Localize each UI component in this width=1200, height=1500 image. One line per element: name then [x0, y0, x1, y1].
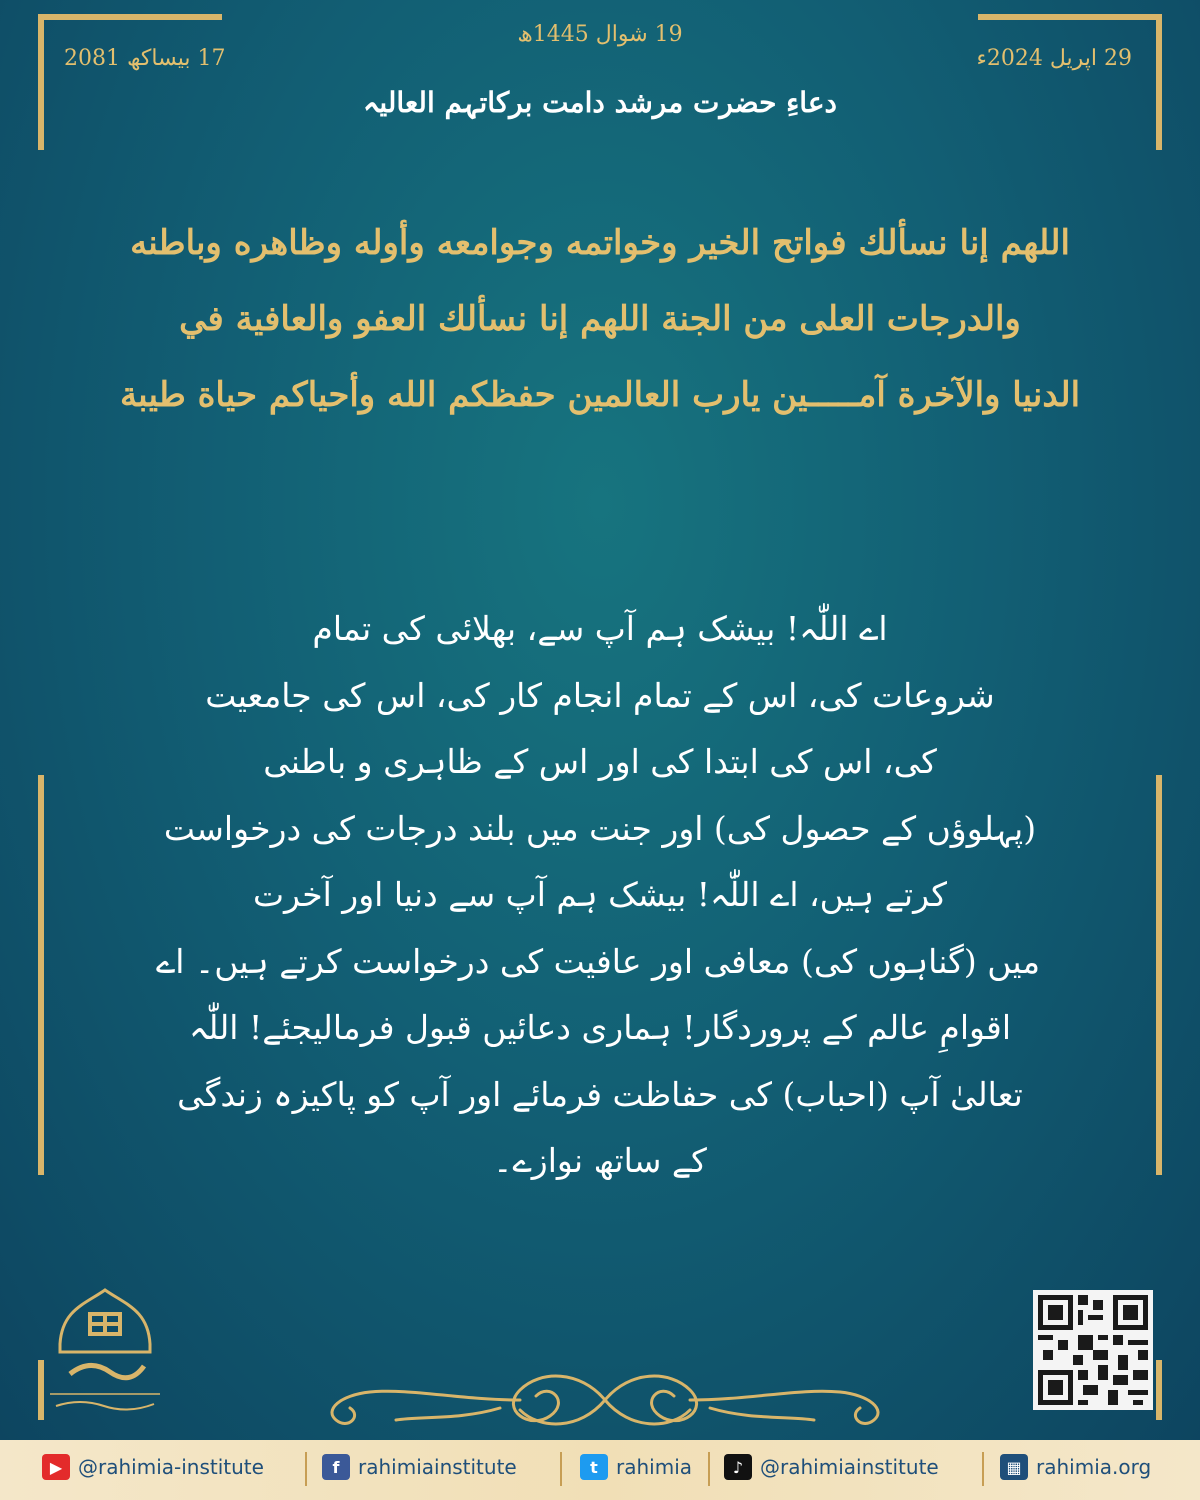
arabic-line: والدرجات العلى من الجنة اللهم إنا نسألك العفو والعافية في: [179, 299, 1021, 339]
urdu-line: شروعات کی، اس کے تمام انجام کار کی، اس کی جامعیت: [205, 675, 995, 715]
ornament-divider: [300, 1360, 910, 1440]
qr-code-icon[interactable]: [1033, 1290, 1153, 1410]
urdu-line: (پہلوؤں کے حصول کی) اور جنت میں بلند درجات کی درخواست: [163, 808, 1037, 848]
youtube-icon: ▶: [42, 1454, 70, 1480]
twitter-icon: t: [580, 1454, 608, 1480]
twitter-handle: rahimia: [616, 1455, 693, 1479]
hijri-date: 19 شوال 1445ھ: [517, 22, 683, 47]
urdu-line: کی، اس کی ابتدا کی اور اس کے ظاہری و باطنی: [263, 742, 937, 781]
youtube-handle: @rahimia-institute: [78, 1455, 264, 1479]
desi-date: 17 بیساکھ 2081: [64, 46, 226, 71]
footer-divider: [305, 1452, 307, 1486]
urdu-line: کے ساتھ نوازے۔: [493, 1141, 707, 1180]
dua-title: دعاءِ حضرت مرشد دامت برکاتہم العالیہ: [362, 86, 838, 119]
website-link[interactable]: [1000, 1454, 1151, 1480]
frame-bottom-right: [1156, 1360, 1162, 1420]
urdu-line: کرتے ہیں، اے اللّٰہ! بیشک ہم آپ سے دنیا اور آخرت: [252, 875, 948, 914]
website-handle: rahimia.org: [1036, 1455, 1152, 1479]
urdu-line: اے اللّٰہ! بیشک ہم آپ سے، بھلائی کی تمام: [312, 609, 888, 648]
footer-divider: [560, 1452, 562, 1486]
arabic-line: الدنيا والآخرة آمـــــين يارب العالمين حفظكم الله وأحياكم حياة طيبة: [119, 375, 1081, 415]
urdu-line: تعالیٰ آپ (احباب) کی حفاظت فرمائے اور آپ کو پاکیزہ زندگی: [177, 1074, 1023, 1114]
frame-side-right: [1156, 775, 1162, 1175]
urdu-line: میں (گناہوں کی) معافی اور عافیت کی درخواست کرتے ہیں۔ اے: [155, 941, 1040, 981]
tiktok-handle: @rahimiainstitute: [760, 1455, 939, 1479]
arabic-line: اللھم إنا نسألك فواتح الخير وخواتمه وجوامعه وأوله وظاهره وباطنه: [130, 223, 1070, 263]
facebook-link[interactable]: [322, 1454, 517, 1480]
urdu-translation: [155, 596, 1040, 1195]
footer-divider: [982, 1452, 984, 1486]
facebook-handle: rahimiainstitute: [358, 1455, 517, 1479]
arabic-dua: [80, 205, 1120, 433]
tiktok-link[interactable]: [724, 1454, 939, 1480]
footer-divider: [708, 1452, 710, 1486]
frame-side-left: [38, 775, 44, 1175]
social-footer: [0, 1440, 1200, 1500]
twitter-link[interactable]: [580, 1454, 692, 1480]
tiktok-icon: ♪: [724, 1454, 752, 1480]
youtube-link[interactable]: [42, 1454, 264, 1480]
rahimia-logo-icon: [40, 1282, 170, 1422]
facebook-icon: f: [322, 1454, 350, 1480]
urdu-line: اقوامِ عالم کے پروردگار! ہماری دعائیں قبول فرمالیجئے! اللّٰہ: [188, 1008, 1011, 1047]
website-icon: ▦: [1000, 1454, 1028, 1480]
gregorian-date: 29 اپریل 2024ء: [976, 46, 1132, 71]
